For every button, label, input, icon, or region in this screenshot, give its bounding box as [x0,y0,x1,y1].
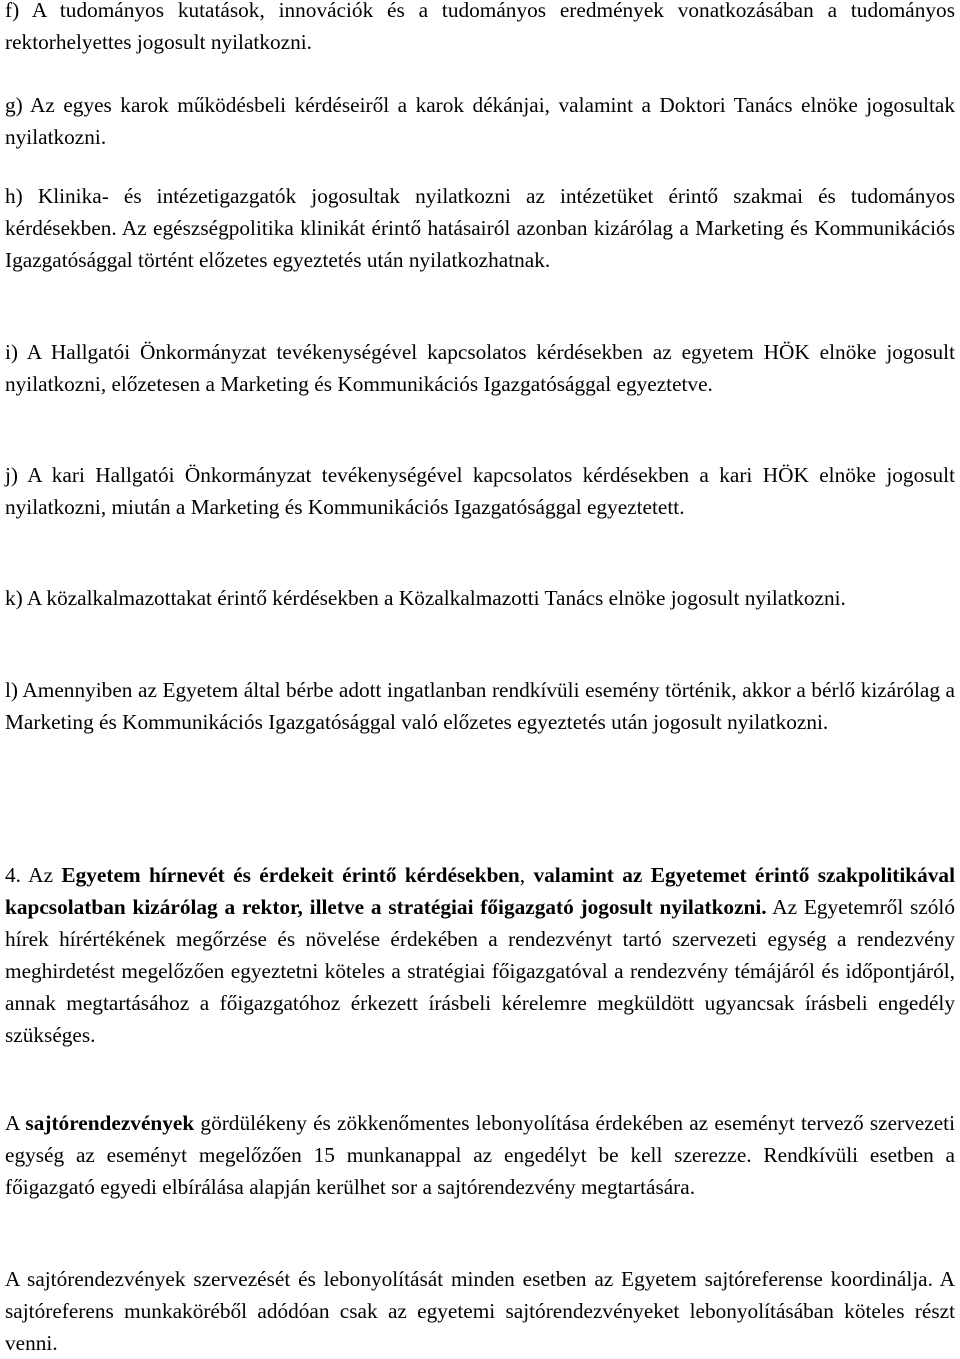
paragraph-k: k) A közalkalmazottakat érintő kérdésekben a Közalkalmazotti Tanács elnöke jogosult nyilatkozni. [5,586,846,610]
press-events-prefix: A [5,1111,26,1135]
section-4-rest: Az Egyetemről szóló hírek hírértékének megőrzése és növelése érdekében a rendezvényt tartó szervezeti egység a rendezvény meghirdetést megelőzően egyeztetni köteles a stratégiai főigazgatóval a rendezvény témájáról és időpontjáról, annak megtartásához a főigazgatóhoz érkezett írásbeli kérelemre megküldött ugyancsak írásbeli engedély szükséges. [5,895,955,1047]
section-4-bold-authority: valamint az Egyetemet érintő szakpolitikával kapcsolatban kizárólag a rektor, illetve a stratégiai főigazgató jogosult nyilatkozni. [5,863,956,919]
press-officer-paragraph: A sajtórendezvények szervezését és lebonyolítását minden esetben az Egyetem sajtóreferense koordinálja. A sajtóreferens munkaköréből adódóan csak az egyetemi sajtórendezvényeket lebonyolításában köteles részt venni. [5,1267,955,1355]
section-4-comma: , [519,863,534,887]
paragraph-j: j) A kari Hallgatói Önkormányzat tevékenységével kapcsolatos kérdésekben a kari HÖK elnöke jogosult nyilatkozni, miután a Marketing és Kommunikációs Igazgatósággal egyeztetett. [5,463,955,519]
section-4-paragraph [5,859,955,1051]
paragraph-f: f) A tudományos kutatások, innovációk és a tudományos eredmények vonatkozásában a tudományos rektorhelyettes jogosult nyilatkozni. [5,0,955,54]
press-events-paragraph [5,1107,955,1203]
paragraph-h [5,180,955,276]
paragraph-h-part-2: Az egészségpolitika klinikát érintő hatásairól azonban kizárólag a Marketing és Kommunikációs Igazgatósággal történt előzetes egyeztetés után nyilatkozhatnak. [5,216,955,272]
section-4-bold-reputation: Egyetem hírnevét és érdekeit érintő kérdésekben [61,863,520,887]
paragraph-l: l) Amennyiben az Egyetem által bérbe adott ingatlanban rendkívüli esemény történik, akkor a bérlő kizárólag a Marketing és Kommunikációs Igazgatósággal való előzetes egyeztetés után jogosult nyilatkozni. [5,678,955,734]
section-4-prefix: 4. Az [5,863,62,887]
paragraph-i: i) A Hallgatói Önkormányzat tevékenységével kapcsolatos kérdésekben az egyetem HÖK elnöke jogosult nyilatkozni, előzetesen a Marketing és Kommunikációs Igazgatósággal egyeztetve. [5,340,955,396]
paragraph-g: g) Az egyes karok működésbeli kérdéseiről a karok dékánjai, valamint a Doktori Tanács elnöke jogosultak nyilatkozni. [5,93,955,149]
press-events-rest: gördülékeny és zökkenőmentes lebonyolítása érdekében az eseményt tervező szervezeti egység az eseményt megelőzően 15 munkanappal az engedélyt be kell szerezze. Rendkívüli esetben a főigazgató egyedi elbírálása alapján kerülhet sor a sajtórendezvény megtartására. [5,1111,955,1199]
paragraph-h-part-1: h) Klinika- és intézetigazgatók jogosultak nyilatkozni az intézetüket érintő szakmai és tudományos kérdésekben. [5,184,955,240]
press-events-bold-term: sajtórendezvények [25,1111,195,1135]
